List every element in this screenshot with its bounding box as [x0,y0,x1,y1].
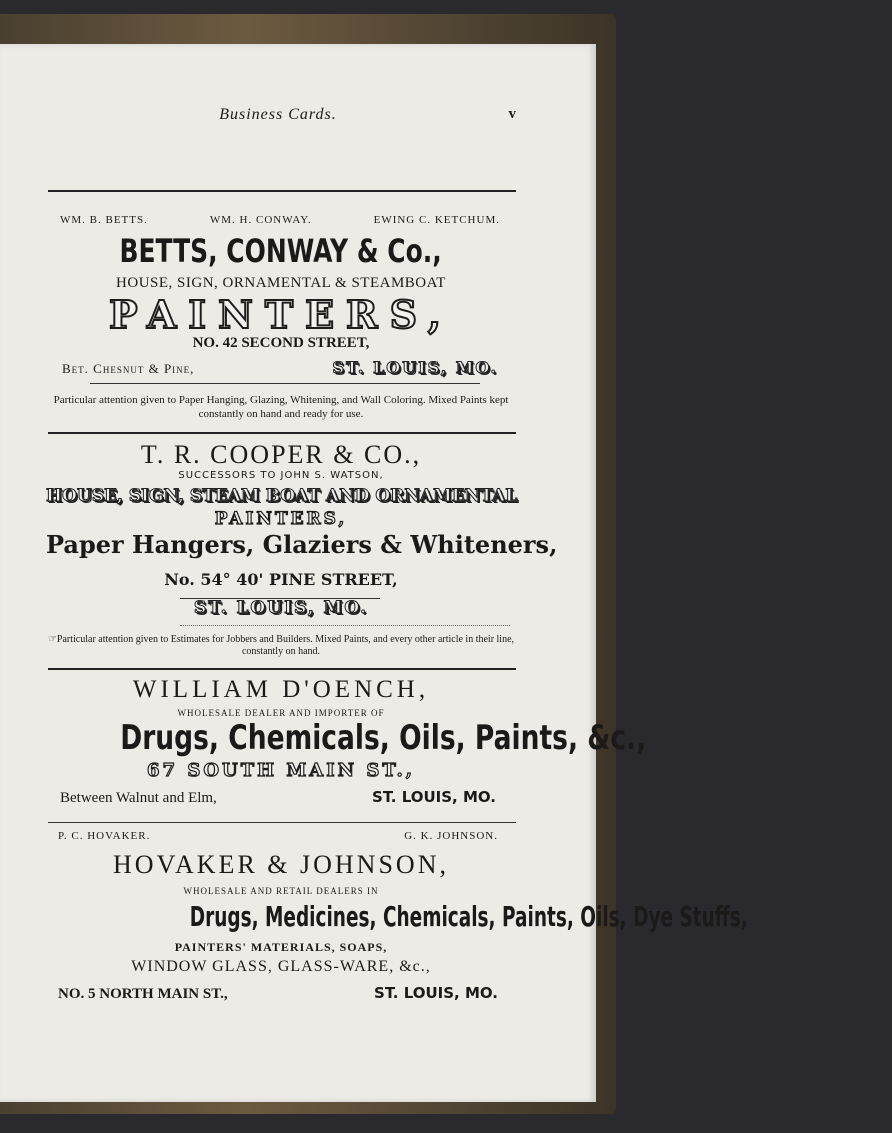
ad2-dotted-rule [180,625,510,626]
page-number: v [508,106,516,122]
ad1-title: PAINTERS, [109,292,453,337]
ad2-rule [48,668,516,670]
ad4-city: ST. LOUIS, MO. [374,984,498,1002]
ad1-partners [60,214,500,226]
header-title: Business Cards. [219,106,337,123]
ad1-city: ST. LOUIS, MO. [332,358,498,377]
ad1-partner-2: WM. H. CONWAY. [209,214,312,226]
ad2-firm: T. R. COOPER & CO., [140,440,422,469]
ad1-location [62,358,498,377]
ad2-successors: SUCCESSORS TO JOHN S. WATSON, [178,470,384,481]
ad2-services: Paper Hangers, Glaziers & Whiteners, [46,530,558,559]
ad2-address: No. 54° 40' PINE STREET, [164,570,398,589]
ad3-city: ST. LOUIS, MO. [372,788,496,806]
ad2-city: ST. LOUIS, MO. [193,598,369,618]
ad3-between: Between Walnut and Elm, [60,790,217,806]
ad3-firm: WILLIAM D'OENCH, [132,676,430,703]
ad4-address: NO. 5 NORTH MAIN ST., [58,986,228,1002]
ad2-note: ☞Particular attention given to Estimates for Jobbers and Builders. Mixed Paints, and every other article in their line, constantly on hand. [47,634,515,657]
ad1-partner-3: EWING C. KETCHUM. [373,214,500,226]
ad4-partners [58,830,498,842]
ad3-role: WHOLESALE DEALER AND IMPORTER OF [177,708,385,718]
ad4-glass: WINDOW GLASS, GLASS-WARE, &c., [131,958,431,975]
ad4-goods: Drugs, Medicines, Chemicals, Paints, Oils, Dye Stuffs, [189,900,748,933]
ad1-between: Bet. Chesnut & Pine, [62,361,195,376]
ad4-location [58,984,498,1003]
running-header [0,106,596,130]
ad4-firm: HOVAKER & JOHNSON, [113,850,449,879]
ad4-role: WHOLESALE AND RETAIL DEALERS IN [183,886,379,896]
ad1-rule [48,432,516,434]
header-rule [48,190,516,192]
ad1-note: Particular attention given to Paper Hanging, Glazing, Whitening, and Wall Coloring. Mixed Paints kept constantly on hand and ready for use. [53,394,509,420]
ad1-firm: BETTS, CONWAY & Co., [119,232,443,270]
ad1-trade: HOUSE, SIGN, ORNAMENTAL & STEAMBOAT [116,275,446,291]
ad2-title: PAINTERS, [214,509,348,529]
ad3-goods: Drugs, Chemicals, Oils, Paints, &c., [120,718,647,758]
ad4-partner-left: P. C. HOVAKER. [58,830,151,842]
ad1-partner-1: WM. B. BETTS. [60,214,148,226]
ad4-materials: PAINTERS' MATERIALS, SOAPS, [174,940,388,954]
ad2-trade: HOUSE, SIGN, STEAM BOAT AND ORNAMENTAL [46,486,518,506]
ad3-address: 67 SOUTH MAIN ST., [147,760,415,781]
ad1-inner-rule [90,383,480,384]
ad3-rule [48,822,516,823]
ad1-address: NO. 42 SECOND STREET, [192,335,370,351]
ad4-partner-right: G. K. JOHNSON. [404,830,498,842]
ad3-location [60,788,496,807]
